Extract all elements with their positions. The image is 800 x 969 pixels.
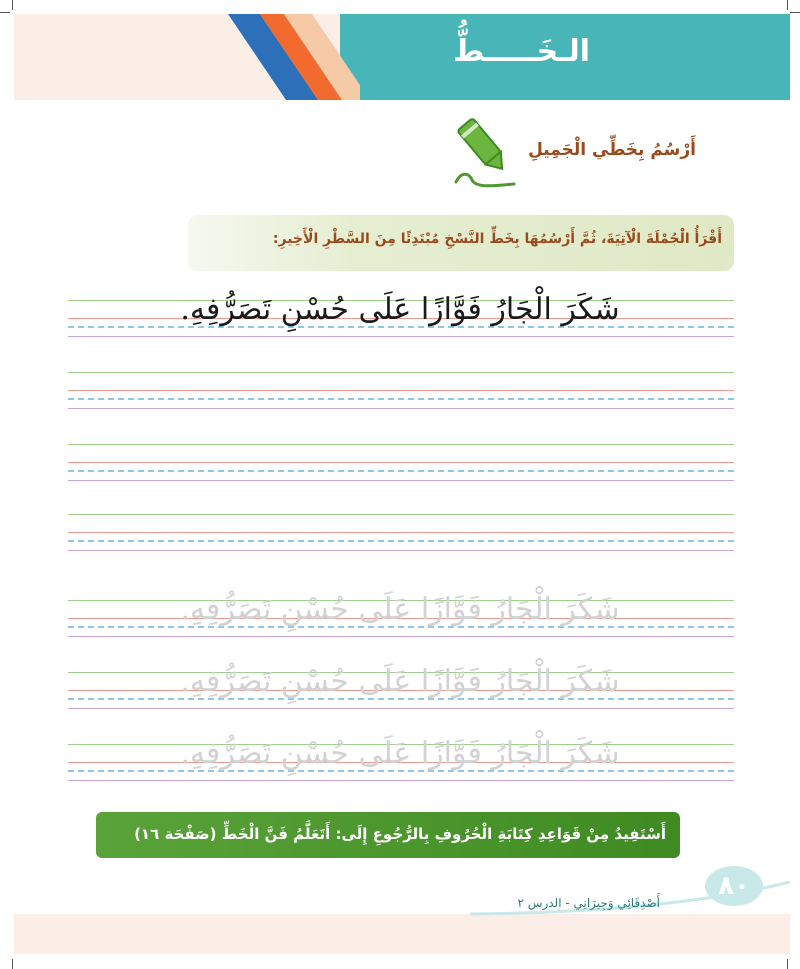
- writing-lines-row-4[interactable]: [68, 514, 734, 558]
- writing-lines-row-2[interactable]: [68, 372, 734, 416]
- lesson-label: أَصْدِقَائِي وَجِيرَانِي - الدرس ٢: [517, 896, 660, 910]
- header-stripes: [220, 14, 360, 100]
- instruction-text: أَقْرَأُ الْجُمْلَةَ الْآتِيَةَ، ثُمَّ أَرْسُمُهَا بِخَطِّ النَّسْخِ مُبْتَدِئًا مِنَ السَّطْرِ الْأَخِيرِ:: [272, 231, 722, 247]
- page-title: الـخَـــــطُّ: [453, 34, 590, 69]
- footer-band: [14, 914, 790, 954]
- crop-mark: [0, 12, 10, 13]
- crop-mark: [12, 0, 13, 10]
- model-sentence: شَكَرَ الْجَارُ فَوَّازًا عَلَى حُسْنِ تَصَرُّفِهِ.: [180, 292, 620, 327]
- trace-sentence: شَكَرَ الْجَارُ فَوَّازًا عَلَى حُسْنِ تَصَرُّفِهِ.: [180, 592, 620, 627]
- trace-sentence: شَكَرَ الْجَارُ فَوَّازًا عَلَى حُسْنِ تَصَرُّفِهِ.: [180, 664, 620, 699]
- crop-mark: [12, 959, 13, 969]
- crop-mark: [787, 0, 788, 10]
- tip-box: [96, 812, 680, 858]
- trace-sentence: شَكَرَ الْجَارُ فَوَّازًا عَلَى حُسْنِ تَصَرُّفِهِ.: [180, 736, 620, 771]
- page-number: ٨٠: [705, 866, 763, 906]
- writing-lines-row-3[interactable]: [68, 444, 734, 488]
- tip-text: أَسْتَفِيدُ مِنْ قَوَاعِدِ كِتَابَةِ الْحُرُوفِ بِالرُّجُوعِ إِلَى: أَتَعَلَّمُ فَنَّ الْخَطِّ (صَفْحَة ١٦): [134, 825, 666, 843]
- pen-icon: [448, 112, 528, 192]
- crop-mark: [790, 12, 800, 13]
- crop-mark: [787, 959, 788, 969]
- section-heading: أَرْسُمُ بِخَطِّي الْجَمِيلِ: [528, 140, 696, 160]
- instruction-box: [188, 215, 734, 271]
